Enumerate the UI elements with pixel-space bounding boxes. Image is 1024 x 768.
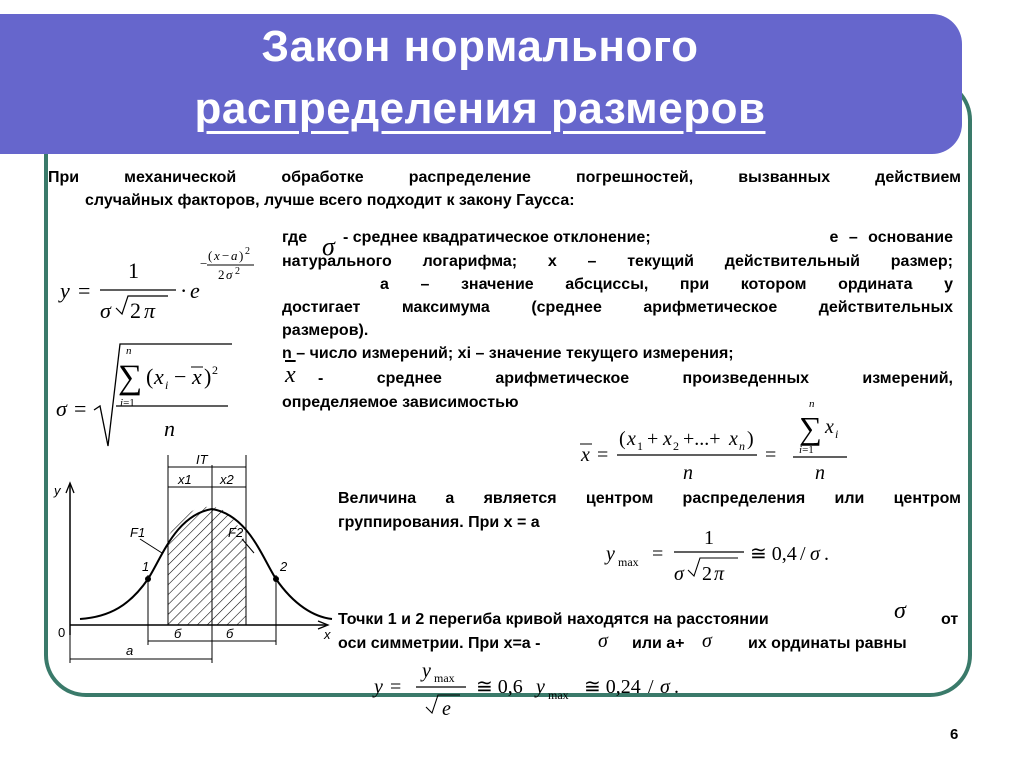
- inflection-point-1: [145, 576, 151, 582]
- svg-text:n: n: [809, 398, 815, 410]
- def-sigma-text: - среднее квадратическое отклонение;: [343, 229, 651, 246]
- inflection-line1a: Точки 1 и 2 перегиба кривой находятся на расстоянии: [338, 611, 769, 628]
- svg-text:2: 2: [218, 267, 225, 282]
- svg-text:+...+: +...+: [683, 428, 721, 450]
- svg-text:2: 2: [130, 298, 141, 323]
- sigma-symbol-4: σ: [702, 630, 712, 652]
- def-xbar-line: - среднее арифметическое произведенных измерений,: [318, 370, 953, 387]
- svg-text:): ): [239, 248, 244, 263]
- svg-text:e: e: [442, 698, 451, 720]
- svg-text:2: 2: [702, 563, 712, 585]
- svg-text:≅ 0,24: ≅ 0,24: [584, 676, 641, 698]
- svg-text:σ: σ: [674, 563, 684, 585]
- point2-label: 2: [280, 559, 288, 574]
- svg-text:=: =: [74, 396, 87, 421]
- point1-label: 1: [142, 559, 150, 574]
- svg-text:x: x: [825, 416, 834, 438]
- sigma-symbol-2: σ: [894, 598, 906, 624]
- svg-text:x: x: [581, 444, 590, 466]
- svg-text:): ): [204, 364, 212, 389]
- center-line1: Величина а является центром распределения или центром: [338, 490, 961, 507]
- svg-text:x: x: [729, 428, 738, 450]
- x1-label: x1: [178, 472, 192, 487]
- svg-text:=: =: [652, 543, 664, 565]
- svg-text:n: n: [164, 416, 175, 441]
- f1-label: F1: [130, 525, 146, 540]
- inflection-line1b: от: [941, 611, 959, 628]
- svg-text:∑: ∑: [118, 359, 143, 396]
- page-number: 6: [950, 726, 959, 743]
- svg-text:·: ·: [180, 278, 188, 303]
- svg-text:2: 2: [673, 439, 679, 453]
- svg-text:y: y: [60, 278, 70, 303]
- intro-line2: случайных факторов, лучше всего подходит к закону Гаусса:: [85, 192, 575, 209]
- svg-text:n: n: [739, 439, 745, 453]
- svg-text:(: (: [208, 248, 213, 263]
- svg-text:≅ 0,4: ≅ 0,4: [750, 543, 797, 565]
- def-n-line: n – число измерений; xi – значение текущего измерения;: [282, 345, 734, 362]
- svg-text:−: −: [222, 248, 230, 263]
- it-label: IT: [196, 455, 208, 467]
- svg-text:2: 2: [245, 246, 250, 257]
- svg-text:.: .: [674, 676, 679, 698]
- svg-text:n: n: [126, 345, 132, 357]
- svg-text:−: −: [200, 256, 208, 271]
- svg-text:+: +: [647, 428, 659, 450]
- svg-text:y: y: [422, 660, 431, 682]
- svg-text:y: y: [536, 676, 545, 698]
- def-gde: где: [282, 229, 308, 246]
- def-line2: натурального логарифма; х – текущий действительный размер;: [282, 253, 953, 270]
- a-label: a: [126, 643, 134, 658]
- xbar-symbol: $\overline{x}$: [285, 362, 296, 388]
- svg-text:=: =: [390, 676, 402, 698]
- svg-text:x: x: [214, 248, 220, 263]
- mean-formula: [575, 395, 865, 487]
- slide-title-line1: Закон нормального: [261, 22, 699, 71]
- ymax-formula: [600, 520, 860, 590]
- svg-text:y: y: [606, 543, 615, 565]
- svg-text:/: /: [648, 676, 654, 698]
- svg-text:σ: σ: [100, 298, 111, 323]
- f2-label: F2: [228, 525, 244, 540]
- svg-text:max: max: [548, 688, 569, 702]
- svg-text:e: e: [190, 278, 200, 303]
- gauss-formula: [50, 240, 280, 330]
- svg-text:i: i: [165, 378, 169, 392]
- intro-line1: При механической обработке распределение погрешностей, вызванных действием: [48, 169, 961, 186]
- svg-text:n: n: [815, 462, 825, 484]
- svg-text:π: π: [714, 563, 725, 585]
- svg-text:x: x: [192, 364, 202, 389]
- svg-text:1: 1: [637, 439, 643, 453]
- svg-text:=: =: [78, 278, 91, 303]
- svg-text:σ: σ: [810, 543, 820, 565]
- sigma-symbol-3: σ: [598, 630, 608, 652]
- svg-text:i: i: [835, 427, 839, 441]
- center-line2: группирования. При х = а: [338, 514, 540, 531]
- sigma-formula: [50, 340, 250, 450]
- svg-text:≅ 0,6: ≅ 0,6: [476, 676, 523, 698]
- svg-text:.: .: [824, 543, 829, 565]
- def-line5: размеров).: [282, 322, 369, 339]
- svg-text:a: a: [231, 248, 238, 263]
- def-line4: достигает максимума (среднее арифметическое действительных: [282, 299, 953, 316]
- x-axis-label: x: [324, 627, 331, 642]
- y-axis-label: y: [54, 483, 61, 498]
- inflection-line2a: оси симметрии. При х=а -: [338, 635, 541, 652]
- svg-text:2: 2: [235, 266, 240, 277]
- svg-text:x: x: [154, 364, 164, 389]
- sigma-symbol: σ: [322, 232, 335, 261]
- y-inflection-formula: [370, 655, 710, 723]
- svg-text:/: /: [800, 543, 806, 565]
- svg-text:i=1: i=1: [120, 397, 135, 409]
- svg-text:−: −: [174, 364, 187, 389]
- svg-text:σ: σ: [660, 676, 670, 698]
- def-xbar-line2: определяемое зависимостью: [282, 394, 519, 411]
- svg-text:2: 2: [212, 363, 218, 377]
- origin-label: 0: [58, 625, 66, 640]
- svg-text:x: x: [663, 428, 672, 450]
- svg-text:1: 1: [704, 527, 714, 549]
- inflection-point-2: [273, 576, 279, 582]
- svg-text:=: =: [765, 444, 777, 466]
- svg-text:max: max: [618, 555, 639, 569]
- svg-text:=: =: [597, 444, 609, 466]
- svg-text:σ: σ: [56, 396, 67, 421]
- def-e-text: е – основание: [829, 229, 953, 246]
- svg-text:π: π: [144, 298, 156, 323]
- svg-text:max: max: [434, 671, 455, 685]
- svg-text:y: y: [374, 676, 383, 698]
- svg-text:(: (: [619, 428, 626, 450]
- def-line3: а – значение абсциссы, при котором ордината у: [380, 276, 953, 293]
- inflection-line2c: их ординаты равны: [748, 635, 907, 652]
- distribution-figure: [50, 455, 350, 677]
- sigma-right-label: б: [226, 626, 234, 641]
- slide-title-line2: распределения размеров: [194, 84, 766, 133]
- svg-text:x: x: [627, 428, 636, 450]
- svg-text:(: (: [146, 364, 154, 389]
- x2-label: x2: [220, 472, 234, 487]
- inflection-line2b: или а+: [632, 635, 685, 652]
- svg-text:): ): [747, 428, 754, 450]
- sigma-left-label: б: [174, 626, 182, 641]
- svg-text:n: n: [683, 462, 693, 484]
- svg-text:∑: ∑: [799, 410, 822, 446]
- svg-text:1: 1: [128, 258, 139, 283]
- svg-text:σ: σ: [226, 267, 233, 282]
- svg-text:i=1: i=1: [799, 444, 814, 456]
